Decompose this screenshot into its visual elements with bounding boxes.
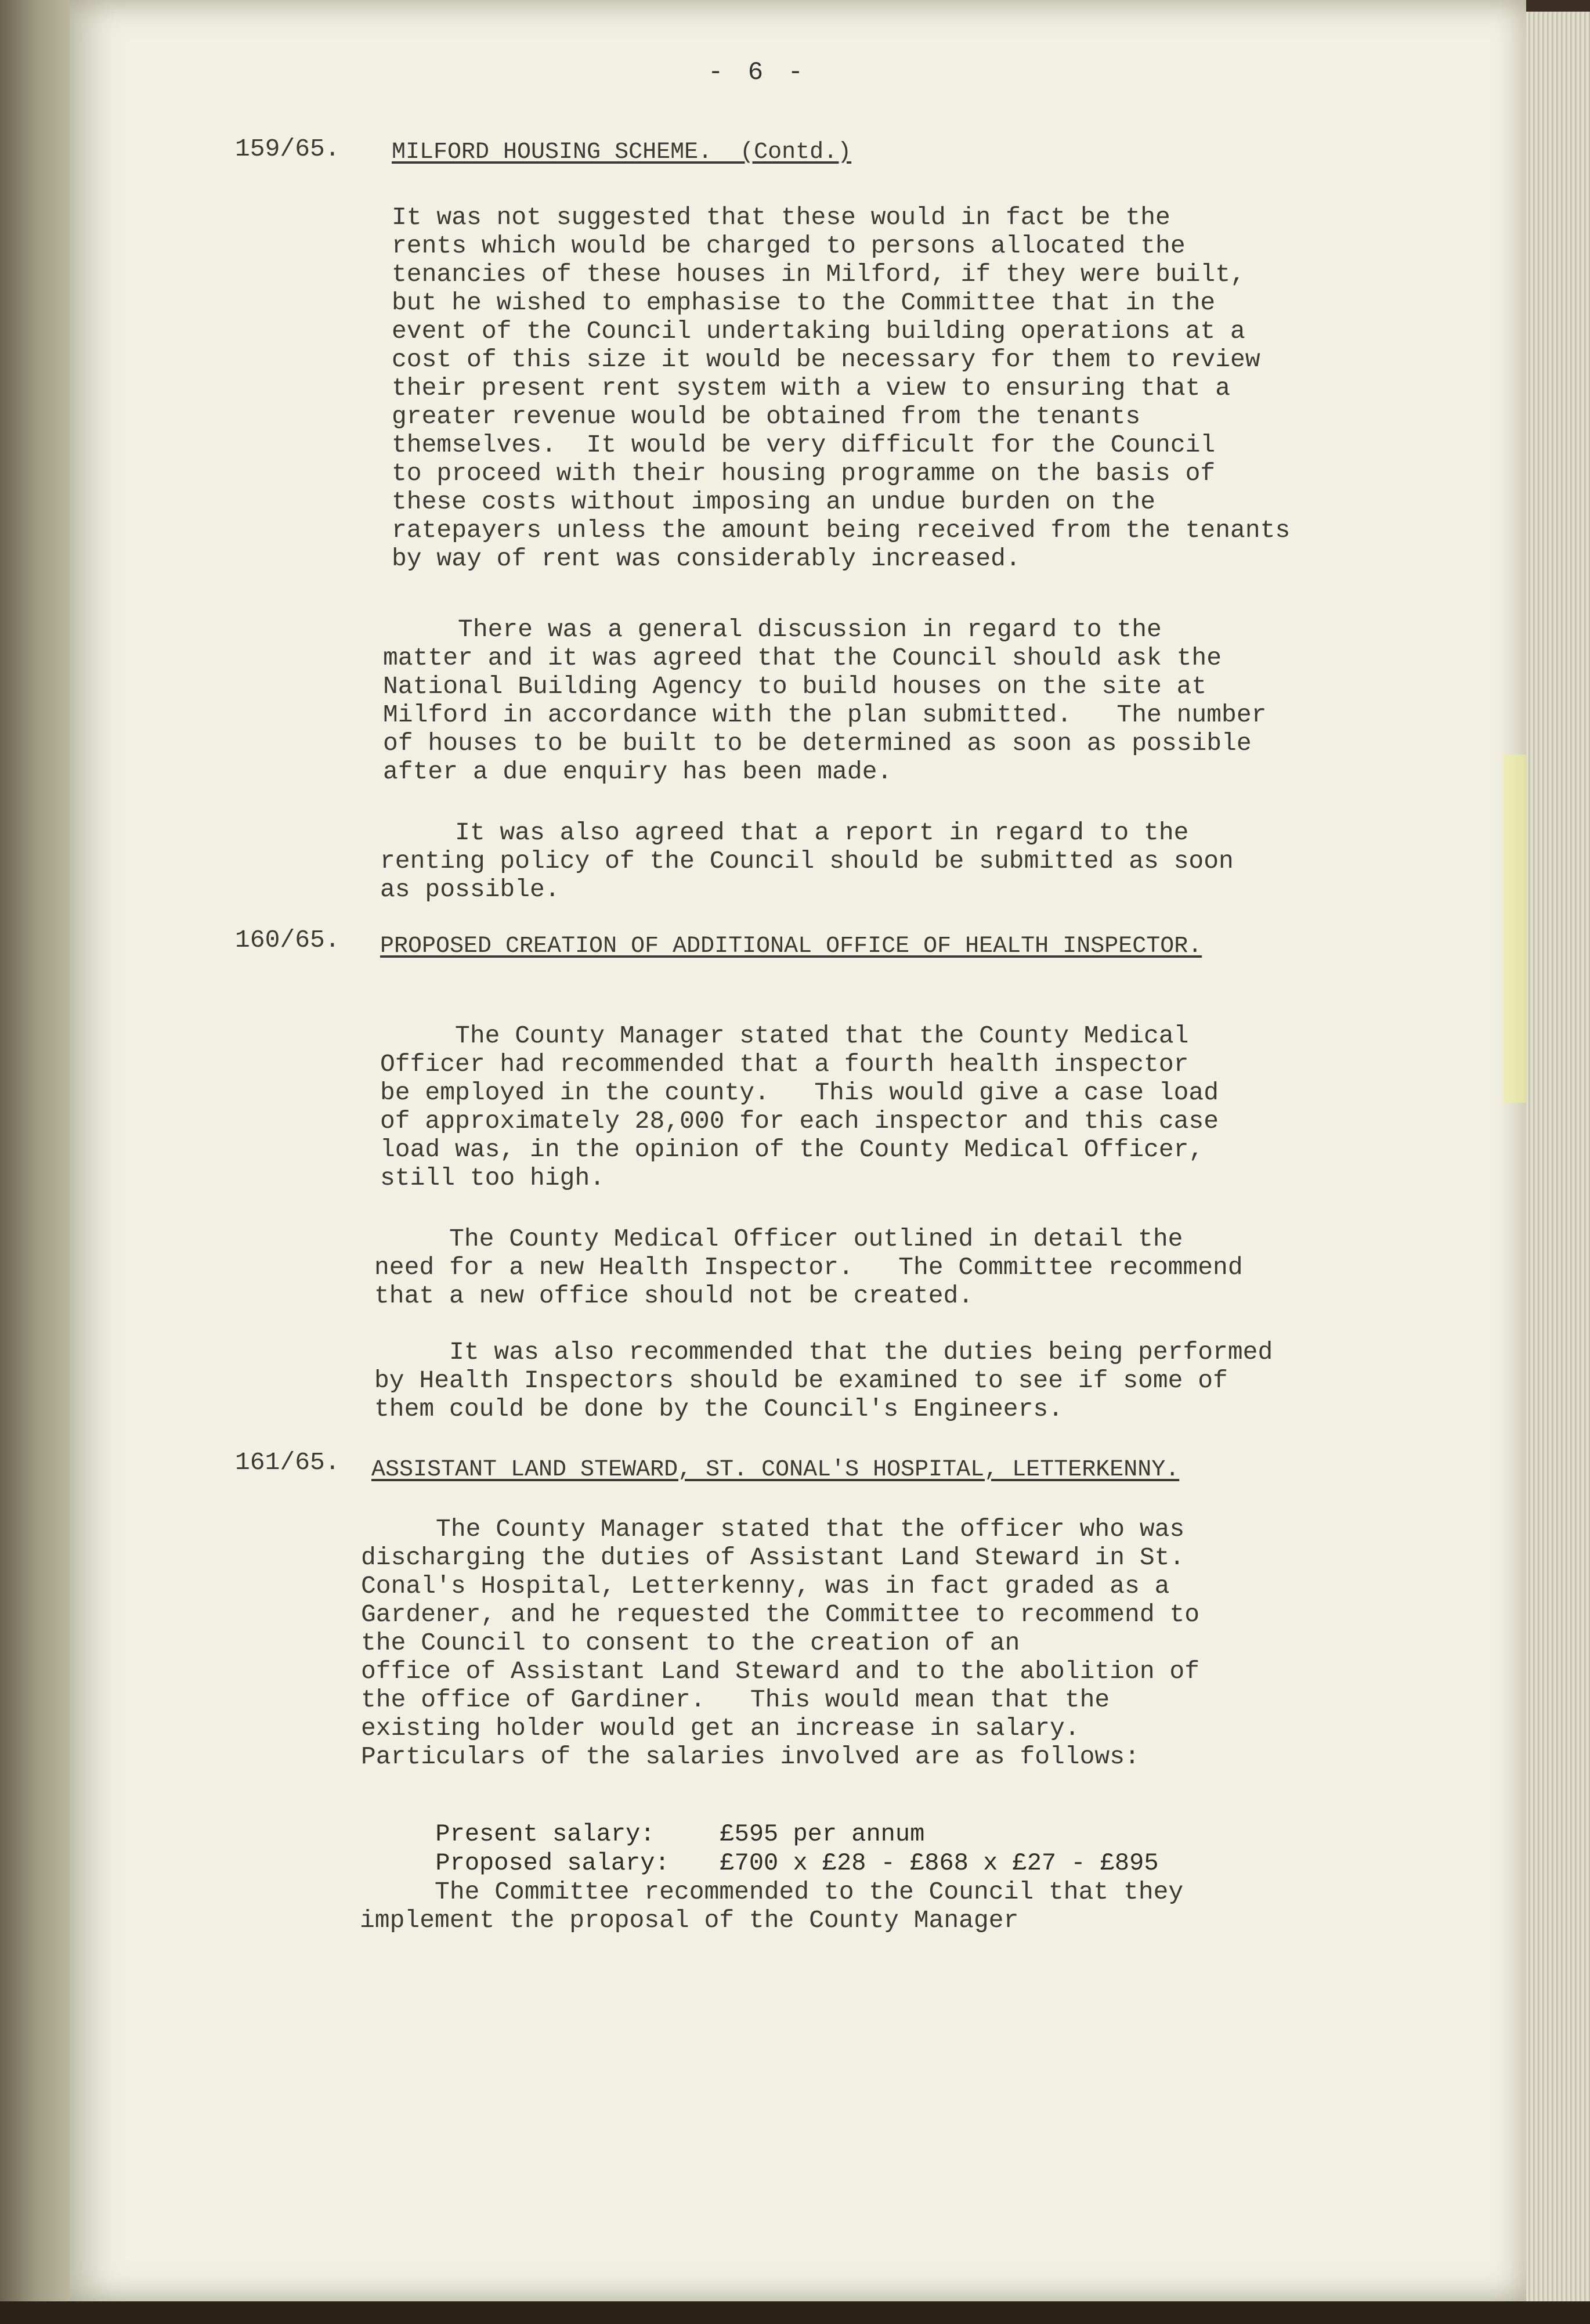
minute-number: 160/65.: [235, 926, 340, 954]
text-line: need for a new Health Inspector. The Committee recommend: [374, 1253, 1243, 1282]
paragraph: [361, 1515, 1347, 1771]
text-line: existing holder would get an increase in salary.: [361, 1714, 1080, 1742]
section-heading: ASSISTANT LAND STEWARD, ST. CONAL'S HOSPITAL, LETTERKENNY.: [371, 1457, 1180, 1483]
text-line: greater revenue would be obtained from the tenants: [392, 402, 1141, 431]
text-line: of approximately 28,000 for each inspector and this case: [380, 1107, 1219, 1135]
text-line: It was also recommended that the duties being performed: [374, 1338, 1273, 1366]
text-line: Milford in accordance with the plan submitted. The number: [383, 701, 1267, 729]
page-number: - 6 -: [708, 58, 808, 87]
text-line: to proceed with their housing programme on the basis of: [392, 459, 1216, 488]
text-line: themselves. It would be very difficult for the Council: [392, 431, 1216, 459]
text-line: The Committee recommended to the Council that they: [360, 1878, 1184, 1906]
text-line: There was a general discussion in regard to the: [383, 615, 1162, 644]
text-line: Particulars of the salaries involved are as follows:: [361, 1742, 1140, 1771]
text-line: cost of this size it would be necessary for them to review: [392, 345, 1260, 374]
text-line: of houses to be built to be determined as soon as possible: [383, 729, 1252, 757]
text-line: these costs without imposing an undue burden on the: [392, 488, 1156, 516]
paragraph: [392, 203, 1378, 573]
text-line: event of the Council undertaking building operations at a: [392, 317, 1245, 345]
text-line: Gardener, and he requested the Committee to recommend to: [361, 1600, 1200, 1629]
text-line: The County Medical Officer outlined in detail the: [374, 1225, 1183, 1253]
text-line: National Building Agency to build houses on the site at: [383, 672, 1207, 701]
text-line: tenancies of these houses in Milford, if they were built,: [392, 260, 1245, 288]
salary-label: Present salary:: [435, 1820, 655, 1848]
text-line: renting policy of the Council should be submitted as soon: [380, 847, 1234, 875]
text-line: by Health Inspectors should be examined to see if some of: [374, 1366, 1228, 1395]
text-line: but he wished to emphasise to the Committee that in the: [392, 288, 1216, 317]
page-tint: [1503, 755, 1526, 1103]
paragraph: [374, 1338, 1361, 1423]
text-line: be employed in the county. This would give a case load: [380, 1078, 1219, 1107]
text-line: implement the proposal of the County Manager: [360, 1906, 1019, 1935]
text-line: that a new office should not be created.: [374, 1282, 974, 1310]
text-line: them could be done by the Council's Engineers.: [374, 1395, 1063, 1423]
text-line: their present rent system with a view to ensuring that a: [392, 374, 1231, 402]
text-line: by way of rent was considerably increased.: [392, 544, 1021, 573]
text-line: discharging the duties of Assistant Land Steward in St.: [361, 1543, 1185, 1572]
section-heading: PROPOSED CREATION OF ADDITIONAL OFFICE OF HEALTH INSPECTOR.: [380, 933, 1202, 959]
salary-label: Proposed salary:: [435, 1849, 670, 1877]
text-line: The County Manager stated that the County Medical: [380, 1022, 1189, 1050]
text-line: It was not suggested that these would in fact be the: [392, 203, 1170, 232]
text-line: rents which would be charged to persons allocated the: [392, 232, 1186, 260]
salary-value: £700 x £28 - £868 x £27 - £895: [720, 1849, 1159, 1877]
text-line: as possible.: [380, 875, 560, 904]
paragraph: [380, 1022, 1367, 1192]
minute-number: 159/65.: [235, 135, 340, 163]
text-line: It was also agreed that a report in regard to the: [380, 818, 1189, 847]
text-line: office of Assistant Land Steward and to the abolition of: [361, 1657, 1200, 1686]
text-line: after a due enquiry has been made.: [383, 757, 892, 786]
salary-row: [406, 1821, 1159, 1877]
text-line: the Council to consent to the creation of an: [361, 1629, 1020, 1657]
paragraph: [380, 818, 1367, 904]
text-line: The County Manager stated that the officer who was: [361, 1515, 1185, 1543]
text-line: Officer had recommended that a fourth health inspector: [380, 1050, 1189, 1078]
paragraph: [374, 1225, 1361, 1310]
section-heading: MILFORD HOUSING SCHEME. (Contd.): [392, 139, 852, 165]
paragraph: [360, 1878, 1346, 1935]
text-line: load was, in the opinion of the County Medical Officer,: [380, 1135, 1204, 1164]
paragraph: [383, 615, 1369, 786]
text-line: Conal's Hospital, Letterkenny, was in fact graded as a: [361, 1572, 1170, 1600]
page-edges: [1526, 12, 1590, 2304]
bottom-shadow: [0, 2301, 1590, 2324]
text-line: matter and it was agreed that the Council should ask the: [383, 644, 1222, 672]
text-line: ratepayers unless the amount being received from the tenants: [392, 516, 1291, 544]
text-line: still too high.: [380, 1164, 605, 1192]
salary-value: £595 per annum: [720, 1820, 925, 1848]
text-line: the office of Gardiner. This would mean that the: [361, 1686, 1110, 1714]
minute-number: 161/65.: [235, 1448, 340, 1477]
